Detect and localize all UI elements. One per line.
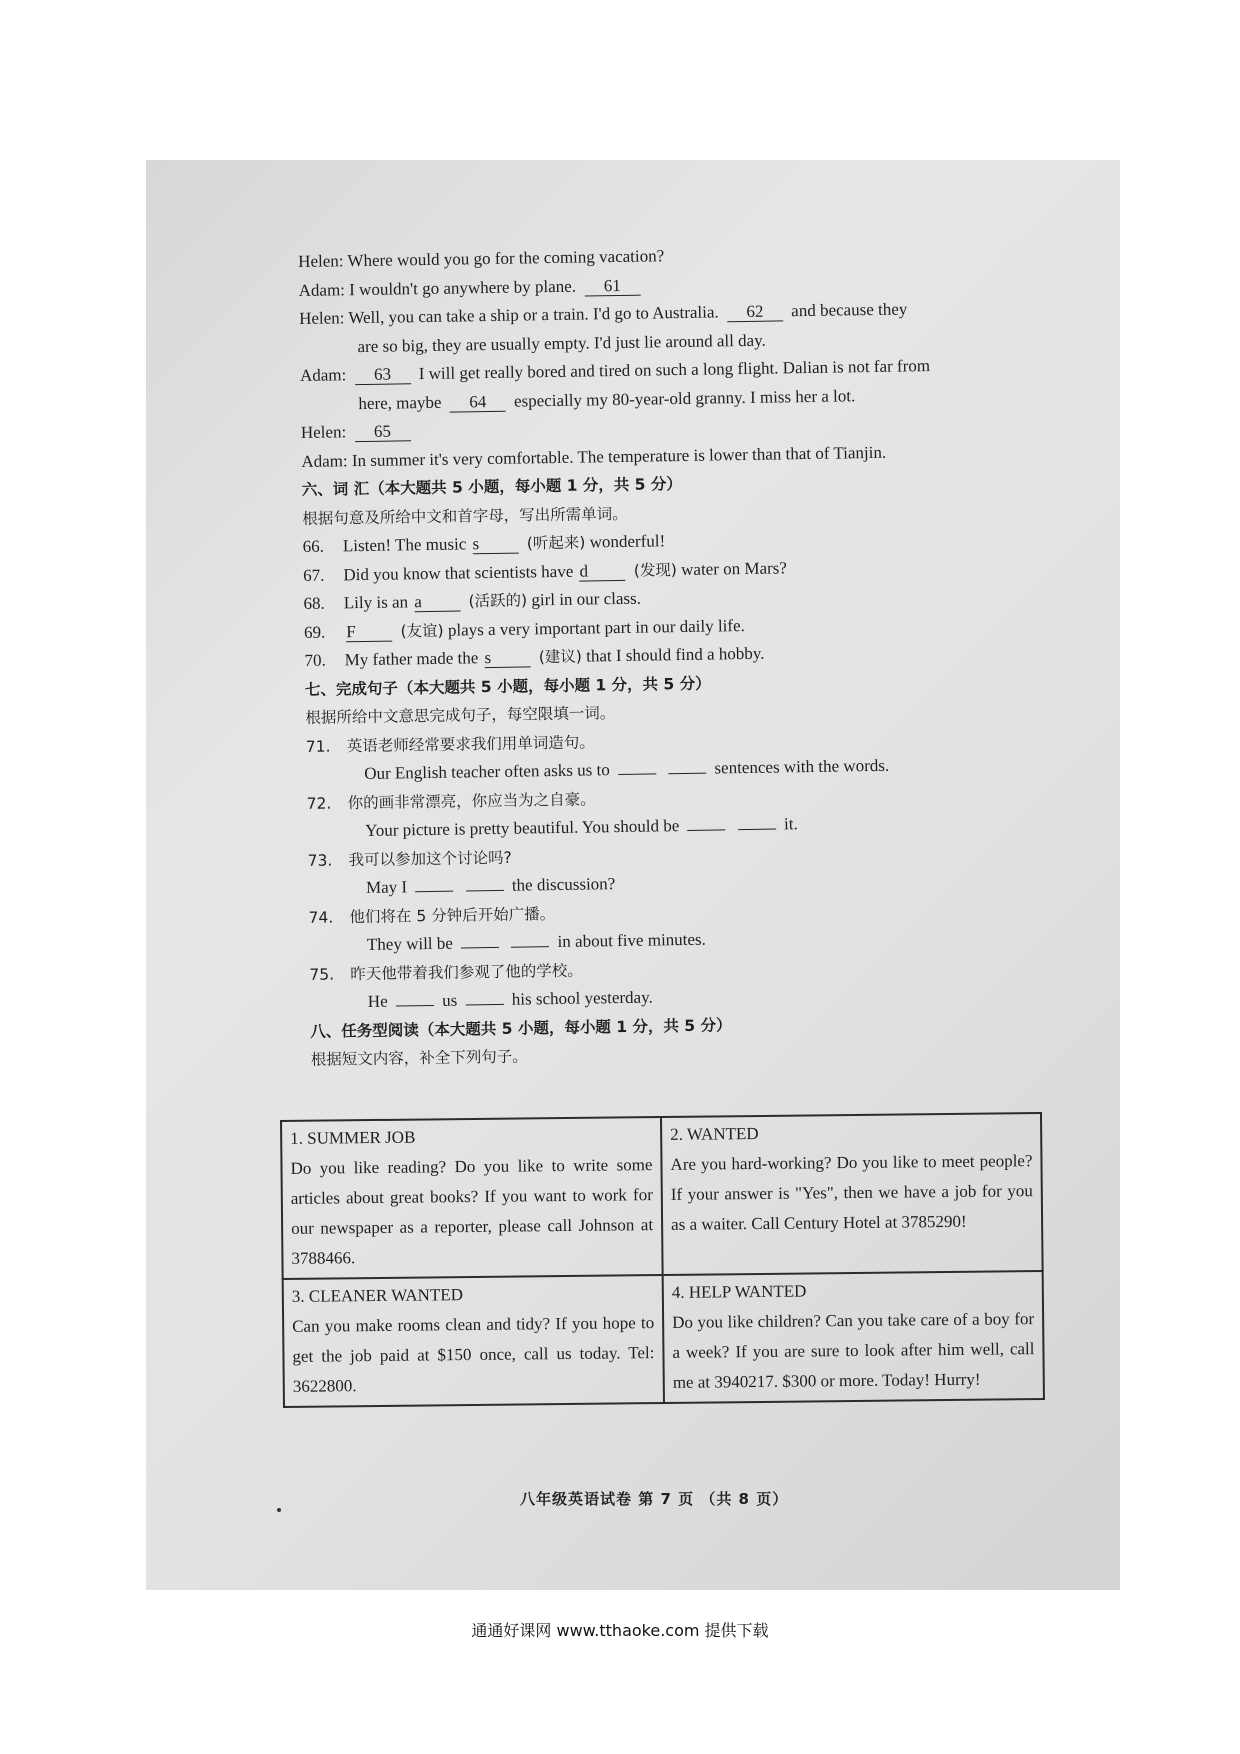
answer-blank[interactable] [461,947,499,949]
answer-blank[interactable]: 61 [584,276,640,296]
item-number: 66. [302,536,325,556]
dialogue-line: Adam: In summer it's very comfortable. The temperature is lower than that of Tianjin. [301,442,887,471]
item-number: 72. [306,794,332,813]
item-text: May I [365,877,408,898]
dialogue-text: Helen: [300,422,347,442]
item-number: 74. [308,908,334,927]
dialogue-text: Adam: [299,365,347,385]
item-text: Our English teacher often asks us to [364,760,610,784]
ad-cell [281,1117,663,1279]
section-heading: 七、完成句子（本大题共 5 小题，每小题 1 分，共 5 分） [304,674,711,699]
chinese-hint: (听起来) [526,533,586,553]
item-number: 69. [303,622,326,642]
answer-blank[interactable] [415,891,453,893]
item-number: 73. [307,851,333,870]
answer-blank[interactable]: 64 [450,392,506,412]
table-row [283,1271,1044,1407]
section-instruction: 根据所给中文意思完成句子，每空限填一词。 [305,704,616,727]
dialogue-text: and because they [791,299,908,321]
chinese-hint: (建议) [538,647,583,667]
chinese-sentence: 他们将在 5 分钟后开始广播。 [349,904,556,926]
item-number: 68. [303,593,325,613]
answer-blank[interactable] [618,773,656,775]
chinese-sentence: 英语老师经常要求我们用单词造句。 [346,732,595,755]
answer-blank[interactable] [396,1005,434,1007]
exam-content [298,237,1031,1075]
ad-cell [663,1271,1044,1403]
chinese-sentence: 你的画非常漂亮，你应当为之自豪。 [347,789,596,812]
chinese-sentence: 我可以参加这个讨论吗? [348,848,512,869]
item-text: the discussion? [511,874,616,895]
item-text: Lily is an [343,592,409,613]
answer-blank[interactable]: s [484,648,530,668]
section-heading: 六、词 汇（本大题共 5 小题，每小题 1 分，共 5 分） [301,475,683,499]
item-text: us [442,990,458,1010]
item-text: it. [783,814,798,834]
section-heading: 八、任务型阅读（本大题共 5 小题，每小题 1 分，共 5 分） [310,1015,732,1041]
item-number: 67. [302,565,325,585]
item-number: 71. [305,737,331,756]
section-instruction: 根据短文内容，补全下列句子。 [310,1047,528,1069]
item-number: 70. [304,650,326,670]
chinese-hint: (发现) [633,560,678,580]
dialogue-text: Helen: Well, you can take a ship or a train. I'd go to Australia. [298,302,719,328]
answer-blank[interactable] [466,1004,504,1006]
item-text: sentences with the words. [714,755,890,778]
answer-blank[interactable]: d [579,561,625,581]
item-text: girl in our class. [531,588,642,610]
dialogue-text: especially my 80-year-old granny. I miss her a lot. [513,385,856,411]
item-number: 75. [309,965,335,984]
item-text: that I should find a hobby. [585,643,765,666]
item-text: Your picture is pretty beautiful. You should be [365,816,680,841]
answer-blank[interactable]: 65 [354,422,410,442]
dialogue-line: Helen: Where would you go for the coming vacation? [298,246,665,271]
ad-cell [283,1275,664,1407]
item-text: in about five minutes. [557,929,706,952]
chinese-sentence: 昨天他带着我们参观了他的学校。 [350,961,583,983]
ad-body: Are you hard-working? Do you like to meet people? If your answer is "Yes", then we have a job for you as a waiter. Call Century Hotel at 3785290! [670,1151,1033,1234]
dialogue-text: I will get really bored and tired on such a long flight. Dalian is not far from [418,356,931,384]
chinese-hint: (友谊) [400,621,444,640]
ad-title: 2. WANTED [670,1123,759,1144]
answer-blank[interactable]: a [414,592,460,612]
dialogue-text: Adam: I wouldn't go anywhere by plane. [298,276,577,300]
answer-blank[interactable] [668,773,706,775]
chinese-hint: (活跃的) [468,591,528,611]
download-credit: 通通好课网 www.tthaoke.com 提供下载 [471,1621,769,1640]
page-number: 八年级英语试卷 第 7 页 （共 8 页） [520,1490,789,1508]
item-text: They will be [366,933,454,955]
item-text: wonderful! [589,531,666,552]
ad-cell [661,1113,1043,1275]
answer-blank[interactable] [738,829,776,831]
dialogue-line: are so big, they are usually empty. I'd just lie around all day. [357,330,766,356]
answer-blank[interactable]: F [346,622,392,642]
item-text: My father made the [344,648,479,670]
item-text: plays a very important part in our daily life. [447,615,745,640]
table-row [281,1113,1043,1279]
answer-blank[interactable] [511,946,549,948]
item-text: water on Mars? [681,557,788,579]
answer-blank[interactable]: 63 [354,365,410,385]
section-instruction: 根据句意及所给中文和首字母，写出所需单词。 [302,504,628,528]
answer-blank[interactable]: 62 [727,302,783,322]
ad-body: Do you like children? Can you take care of a boy for a week? If you are sure to look after him well, call me at 3940217. $300 or more. Today! Hurry! [672,1309,1035,1392]
item-text: Listen! The music [342,534,467,556]
ad-body: Do you like reading? Do you like to write some articles about great books? If you want to work for our newspaper as a reporter, please call Johnson at 3788466. [290,1155,654,1268]
page-speck [277,1508,281,1512]
ad-title: 1. SUMMER JOB [290,1127,416,1148]
answer-blank[interactable] [466,890,504,892]
answer-blank[interactable]: s [472,535,518,555]
dialogue-text: here, maybe [358,392,442,413]
ads-table [280,1112,1045,1408]
item-text: his school yesterday. [511,987,653,1009]
item-text: Did you know that scientists have [343,561,574,584]
answer-blank[interactable] [688,829,726,831]
ad-body: Can you make rooms clean and tidy? If you hope to get the job paid at $150 once, call us today. Tel: 3622800. [292,1313,655,1396]
item-text: He [367,991,388,1011]
ad-title: 4. HELP WANTED [671,1281,807,1302]
ad-title: 3. CLEANER WANTED [291,1285,464,1306]
